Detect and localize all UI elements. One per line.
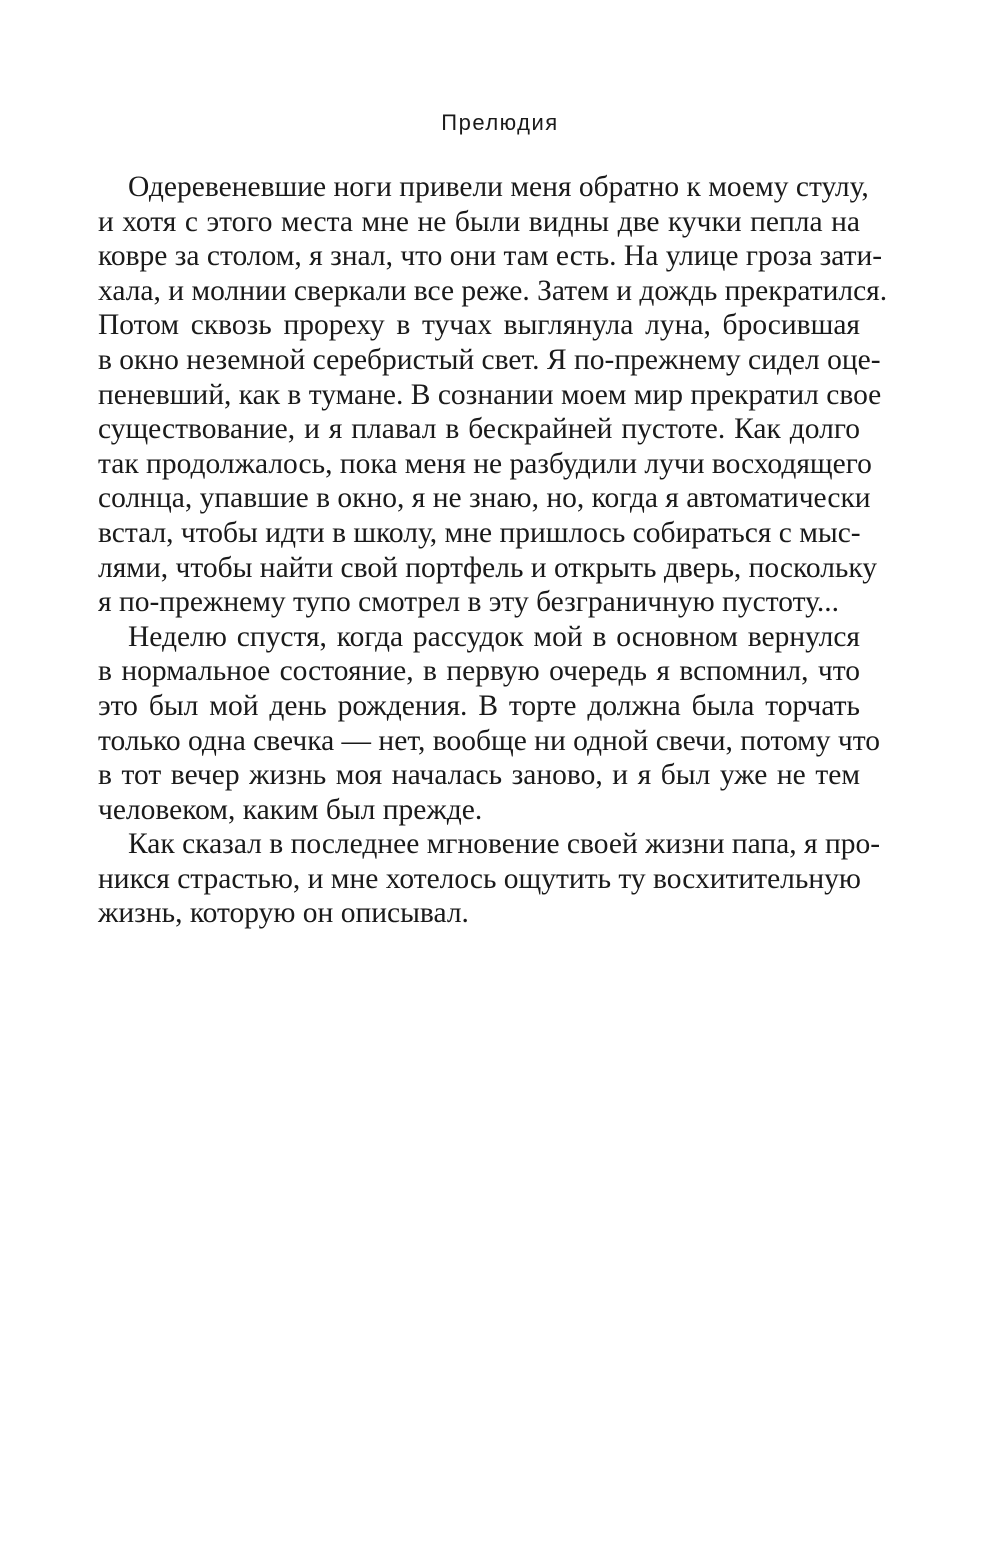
text-line: пеневший, как в тумане. В сознании моем мир прекратил свое (98, 378, 882, 411)
text-line: хала, и молнии сверкали все реже. Затем и дождь прекратился. (98, 274, 888, 307)
paragraph-1 (98, 170, 888, 620)
text-line: в тот вечер жизнь моя началась заново, и я был уже не тем (98, 759, 860, 792)
text-line: Потом сквозь прореху в тучах выглянула луна, бросившая (98, 309, 860, 342)
text-line: Как сказал в последнее мгновение своей жизни папа, я про- (128, 828, 881, 861)
text-line: в нормальное состояние, в первую очередь я вспомнил, что (98, 655, 860, 688)
text-line: так продолжалось, пока меня не разбудили лучи восходящего (98, 447, 872, 480)
text-line: Одеревеневшие ноги привели меня обратно к моему стулу, (128, 171, 869, 203)
text-line: Неделю спустя, когда рассудок мой в основном вернулся (128, 620, 860, 653)
paragraph-3 (98, 827, 881, 931)
text-line: ковре за столом, я знал, что они там есть. На улице гроза зати- (98, 240, 883, 273)
text-line: существование, и я плавал в бескрайней пустоте. Как долго (98, 413, 860, 446)
text-line: лями, чтобы найти свой портфель и открыть дверь, поскольку (98, 551, 878, 584)
text-line: человеком, каким был прежде. (98, 793, 483, 826)
running-header: Прелюдия (441, 110, 559, 135)
text-line: в окно неземной серебристый свет. Я по-прежнему сидел оце- (98, 343, 881, 376)
text-line: никся страстью, и мне хотелось ощутить ту восхитительную (98, 862, 861, 895)
text-line: встал, чтобы идти в школу, мне пришлось собираться с мыс- (98, 516, 861, 549)
paragraph-2 (98, 620, 881, 828)
body-text (98, 170, 888, 931)
text-line: жизнь, которую он описывал. (98, 897, 469, 930)
text-line: солнца, упавшие в окно, я не знаю, но, когда я автоматически (98, 482, 871, 515)
text-line: это был мой день рождения. В торте должна была торчать (98, 689, 860, 722)
text-line: только одна свечка — нет, вообще ни одной свечи, потому что (98, 724, 881, 757)
text-line: и хотя с этого места мне не были видны две кучки пепла на (98, 205, 860, 238)
text-line: я по-прежнему тупо смотрел в эту безграничную пустоту... (98, 586, 840, 619)
